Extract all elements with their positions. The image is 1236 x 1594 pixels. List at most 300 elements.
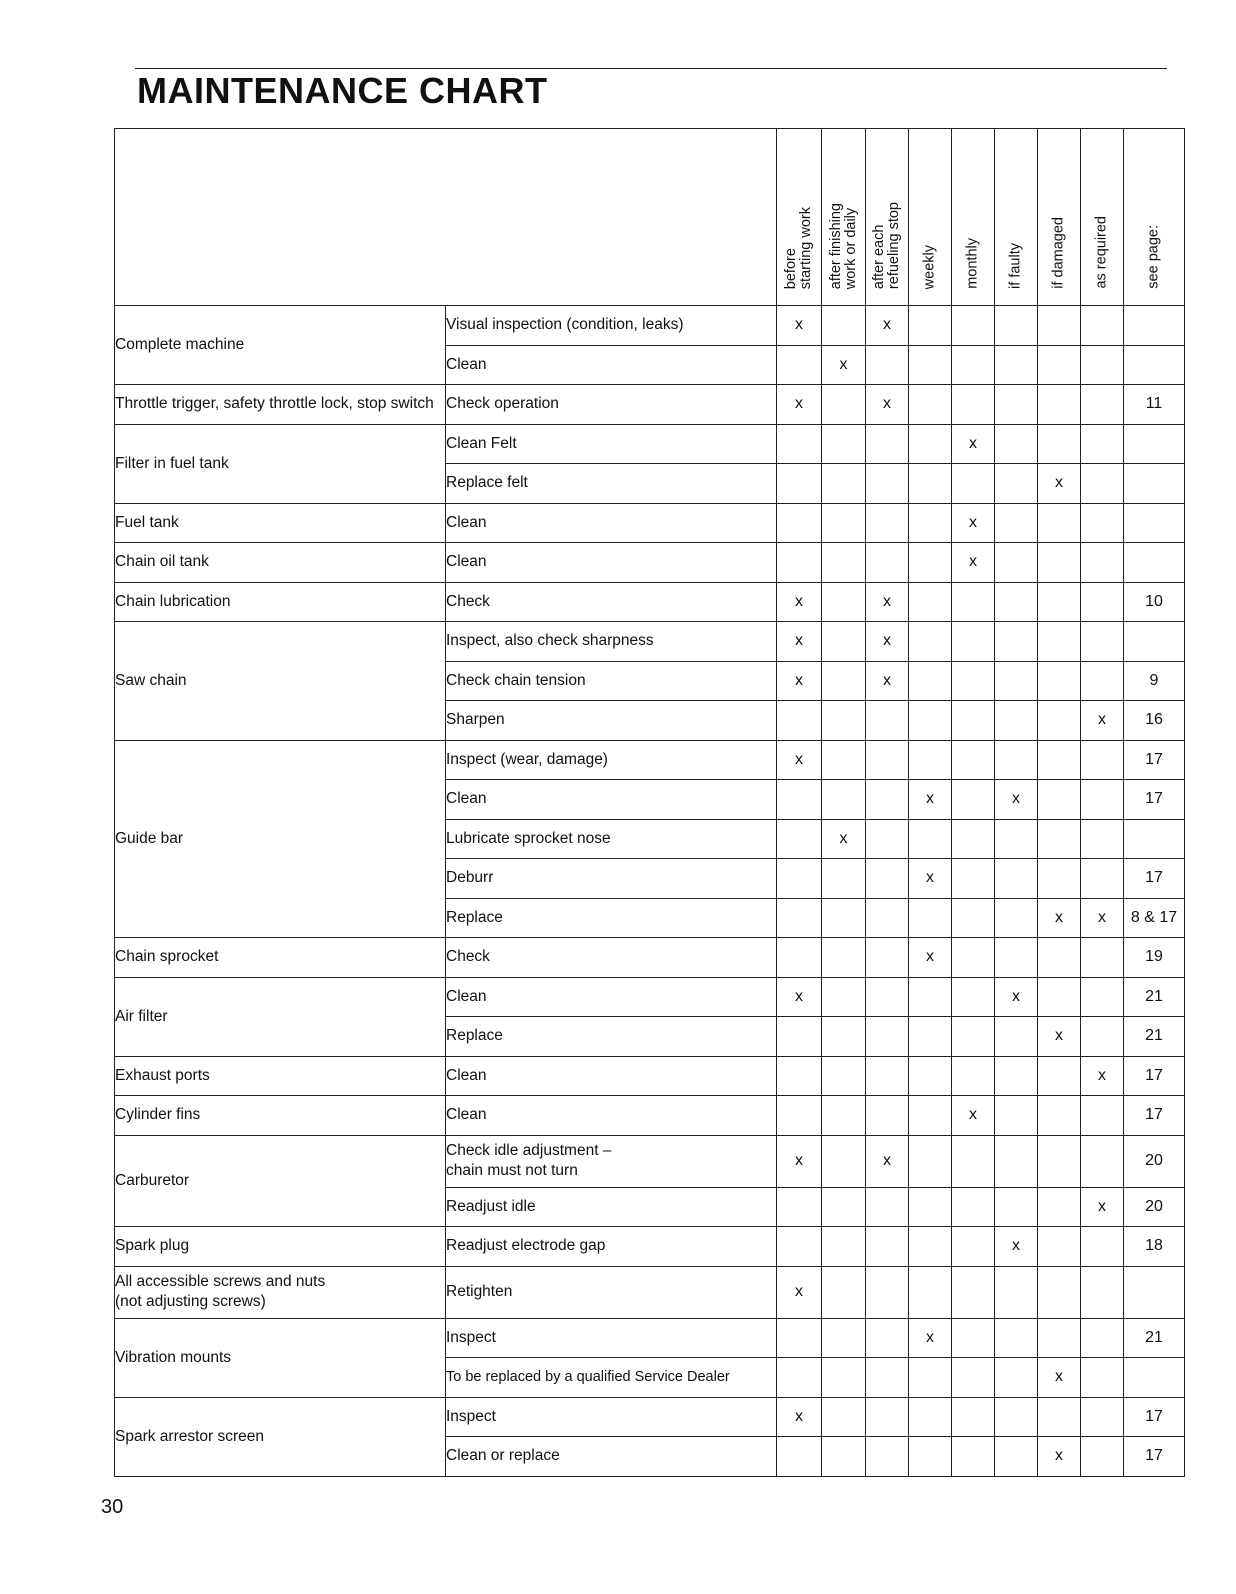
interval-mark-cell <box>777 1017 822 1057</box>
interval-mark-cell <box>1038 701 1081 741</box>
interval-mark-cell <box>995 385 1038 425</box>
interval-mark-cell <box>995 503 1038 543</box>
component-cell: Chain lubrication <box>115 582 446 622</box>
table-row <box>115 385 1185 425</box>
interval-mark-cell <box>1081 938 1124 978</box>
interval-mark-cell <box>995 1266 1038 1318</box>
action-cell: Clean Felt <box>446 424 777 464</box>
interval-mark-cell <box>1038 1227 1081 1267</box>
interval-mark-cell <box>822 503 866 543</box>
component-cell: Chain sprocket <box>115 938 446 978</box>
see-page-cell: 21 <box>1124 1318 1185 1358</box>
see-page-cell: 17 <box>1124 780 1185 820</box>
interval-mark-cell: x <box>909 859 952 899</box>
component-cell: Throttle trigger, safety throttle lock, stop switch <box>115 385 446 425</box>
interval-mark-cell <box>777 1227 822 1267</box>
component-cell: Fuel tank <box>115 503 446 543</box>
interval-mark-cell <box>909 701 952 741</box>
action-cell: Clean or replace <box>446 1437 777 1477</box>
interval-mark-cell <box>1038 859 1081 899</box>
interval-mark-cell <box>1081 464 1124 504</box>
see-page-cell: 20 <box>1124 1187 1185 1227</box>
interval-mark-cell <box>1038 740 1081 780</box>
interval-mark-cell <box>995 661 1038 701</box>
interval-mark-cell: x <box>777 661 822 701</box>
interval-mark-cell <box>866 898 909 938</box>
column-header-label: after finishing work or daily <box>827 202 859 289</box>
see-page-cell <box>1124 819 1185 859</box>
interval-mark-cell: x <box>1081 898 1124 938</box>
interval-mark-cell <box>995 1397 1038 1437</box>
interval-mark-cell <box>866 977 909 1017</box>
see-page-cell <box>1124 464 1185 504</box>
column-header <box>952 129 995 306</box>
interval-mark-cell <box>822 582 866 622</box>
interval-mark-cell <box>995 701 1038 741</box>
interval-mark-cell: x <box>1081 701 1124 741</box>
interval-mark-cell <box>777 1056 822 1096</box>
interval-mark-cell <box>1038 661 1081 701</box>
interval-mark-cell <box>777 1318 822 1358</box>
interval-mark-cell <box>995 819 1038 859</box>
action-cell: Clean <box>446 543 777 583</box>
interval-mark-cell <box>995 622 1038 662</box>
interval-mark-cell: x <box>777 1266 822 1318</box>
interval-mark-cell <box>822 977 866 1017</box>
table-row <box>115 740 1185 780</box>
see-page-cell <box>1124 345 1185 385</box>
interval-mark-cell <box>952 898 995 938</box>
interval-mark-cell <box>952 661 995 701</box>
interval-mark-cell <box>1081 859 1124 899</box>
interval-mark-cell <box>777 701 822 741</box>
interval-mark-cell <box>952 1266 995 1318</box>
interval-mark-cell <box>1038 503 1081 543</box>
see-page-cell: 17 <box>1124 859 1185 899</box>
component-cell: Air filter <box>115 977 446 1056</box>
interval-mark-cell: x <box>1081 1187 1124 1227</box>
interval-mark-cell <box>1081 503 1124 543</box>
table-row <box>115 1318 1185 1358</box>
interval-mark-cell <box>952 1358 995 1398</box>
interval-mark-cell <box>1081 1397 1124 1437</box>
column-header <box>1038 129 1081 306</box>
interval-mark-cell <box>777 898 822 938</box>
interval-mark-cell <box>822 1358 866 1398</box>
interval-mark-cell <box>777 859 822 899</box>
interval-mark-cell <box>952 819 995 859</box>
see-page-cell: 8 & 17 <box>1124 898 1185 938</box>
table-row <box>115 622 1185 662</box>
interval-mark-cell: x <box>777 1135 822 1187</box>
interval-mark-cell <box>866 859 909 899</box>
interval-mark-cell <box>952 582 995 622</box>
interval-mark-cell <box>822 622 866 662</box>
see-page-cell: 21 <box>1124 1017 1185 1057</box>
component-cell: Saw chain <box>115 622 446 741</box>
table-row <box>115 1056 1185 1096</box>
interval-mark-cell: x <box>995 977 1038 1017</box>
interval-mark-cell <box>822 385 866 425</box>
interval-mark-cell <box>952 977 995 1017</box>
component-cell: Cylinder fins <box>115 1096 446 1136</box>
interval-mark-cell <box>1038 1096 1081 1136</box>
action-cell: Clean <box>446 977 777 1017</box>
column-header <box>995 129 1038 306</box>
interval-mark-cell <box>995 464 1038 504</box>
interval-mark-cell: x <box>777 740 822 780</box>
interval-mark-cell <box>777 1358 822 1398</box>
interval-mark-cell <box>777 345 822 385</box>
interval-mark-cell <box>822 464 866 504</box>
interval-mark-cell <box>952 859 995 899</box>
interval-mark-cell <box>777 938 822 978</box>
interval-mark-cell <box>909 543 952 583</box>
interval-mark-cell <box>952 938 995 978</box>
interval-mark-cell <box>995 1096 1038 1136</box>
interval-mark-cell: x <box>866 385 909 425</box>
interval-mark-cell: x <box>1038 1437 1081 1477</box>
interval-mark-cell <box>995 938 1038 978</box>
table-row <box>115 543 1185 583</box>
interval-mark-cell <box>1081 1437 1124 1477</box>
table-row <box>115 503 1185 543</box>
interval-mark-cell <box>995 424 1038 464</box>
interval-mark-cell <box>777 819 822 859</box>
interval-mark-cell <box>1081 345 1124 385</box>
interval-mark-cell: x <box>995 780 1038 820</box>
interval-mark-cell <box>1038 306 1081 346</box>
table-row <box>115 424 1185 464</box>
interval-mark-cell <box>1081 622 1124 662</box>
interval-mark-cell <box>952 1437 995 1477</box>
column-header <box>1124 129 1185 306</box>
see-page-cell: 17 <box>1124 1437 1185 1477</box>
column-header-label: see page: <box>1145 225 1162 289</box>
see-page-cell <box>1124 1358 1185 1398</box>
interval-mark-cell <box>952 622 995 662</box>
component-cell: Chain oil tank <box>115 543 446 583</box>
table-row <box>115 1227 1185 1267</box>
interval-mark-cell <box>777 1437 822 1477</box>
interval-mark-cell <box>866 1358 909 1398</box>
interval-mark-cell: x <box>777 385 822 425</box>
interval-mark-cell: x <box>822 819 866 859</box>
interval-mark-cell <box>866 1318 909 1358</box>
interval-mark-cell <box>866 1397 909 1437</box>
column-header <box>909 129 952 306</box>
interval-mark-cell <box>952 1227 995 1267</box>
action-cell: Replace <box>446 1017 777 1057</box>
interval-mark-cell: x <box>866 306 909 346</box>
interval-mark-cell <box>1038 1187 1081 1227</box>
see-page-cell: 17 <box>1124 740 1185 780</box>
interval-mark-cell <box>1038 1266 1081 1318</box>
interval-mark-cell <box>952 740 995 780</box>
interval-mark-cell <box>1081 819 1124 859</box>
interval-mark-cell <box>1081 740 1124 780</box>
table-row <box>115 1266 1185 1318</box>
interval-mark-cell <box>1081 424 1124 464</box>
action-cell: To be replaced by a qualified Service Dealer <box>446 1358 777 1398</box>
interval-mark-cell <box>1081 1096 1124 1136</box>
interval-mark-cell: x <box>952 503 995 543</box>
interval-mark-cell <box>909 740 952 780</box>
interval-mark-cell <box>909 1096 952 1136</box>
interval-mark-cell <box>1081 1135 1124 1187</box>
interval-mark-cell <box>952 306 995 346</box>
interval-mark-cell <box>995 740 1038 780</box>
action-cell: Replace <box>446 898 777 938</box>
interval-mark-cell <box>1038 622 1081 662</box>
see-page-cell: 16 <box>1124 701 1185 741</box>
interval-mark-cell: x <box>777 622 822 662</box>
interval-mark-cell <box>822 1056 866 1096</box>
interval-mark-cell <box>866 1437 909 1477</box>
component-cell: Vibration mounts <box>115 1318 446 1397</box>
interval-mark-cell <box>909 1017 952 1057</box>
interval-mark-cell <box>866 740 909 780</box>
interval-mark-cell <box>866 503 909 543</box>
interval-mark-cell <box>995 1135 1038 1187</box>
interval-mark-cell <box>1038 1397 1081 1437</box>
interval-mark-cell <box>952 385 995 425</box>
interval-mark-cell <box>822 859 866 899</box>
interval-mark-cell <box>909 1135 952 1187</box>
column-header <box>1081 129 1124 306</box>
interval-mark-cell <box>1081 1227 1124 1267</box>
interval-mark-cell <box>866 1227 909 1267</box>
interval-mark-cell <box>995 345 1038 385</box>
interval-mark-cell: x <box>1038 898 1081 938</box>
interval-mark-cell: x <box>866 622 909 662</box>
interval-mark-cell <box>909 661 952 701</box>
interval-mark-cell <box>777 503 822 543</box>
interval-mark-cell: x <box>952 543 995 583</box>
interval-mark-cell <box>952 701 995 741</box>
interval-mark-cell <box>1038 582 1081 622</box>
interval-mark-cell <box>909 1266 952 1318</box>
component-cell: Carburetor <box>115 1135 446 1227</box>
action-cell: Readjust idle <box>446 1187 777 1227</box>
interval-mark-cell <box>909 582 952 622</box>
interval-mark-cell <box>822 780 866 820</box>
interval-mark-cell <box>822 898 866 938</box>
interval-mark-cell <box>1081 385 1124 425</box>
interval-mark-cell <box>909 1227 952 1267</box>
column-header-label: as required <box>1093 216 1110 289</box>
interval-mark-cell <box>952 1017 995 1057</box>
interval-mark-cell <box>822 1227 866 1267</box>
table-row <box>115 1397 1185 1437</box>
action-cell: Readjust electrode gap <box>446 1227 777 1267</box>
see-page-cell: 17 <box>1124 1056 1185 1096</box>
interval-mark-cell <box>1081 1266 1124 1318</box>
action-cell: Clean <box>446 1096 777 1136</box>
interval-mark-cell: x <box>866 582 909 622</box>
action-cell: Sharpen <box>446 701 777 741</box>
column-header-label: after each refueling stop <box>871 201 902 289</box>
interval-mark-cell <box>866 780 909 820</box>
action-cell: Clean <box>446 503 777 543</box>
action-cell: Clean <box>446 1056 777 1096</box>
interval-mark-cell <box>995 1437 1038 1477</box>
interval-mark-cell <box>952 1056 995 1096</box>
interval-mark-cell <box>995 1017 1038 1057</box>
interval-mark-cell <box>866 938 909 978</box>
component-cell: Filter in fuel tank <box>115 424 446 503</box>
header-row <box>115 129 1185 306</box>
see-page-cell <box>1124 622 1185 662</box>
interval-mark-cell: x <box>777 582 822 622</box>
action-cell: Visual inspection (condition, leaks) <box>446 306 777 346</box>
interval-mark-cell <box>909 1437 952 1477</box>
interval-mark-cell <box>1081 780 1124 820</box>
interval-mark-cell <box>995 898 1038 938</box>
interval-mark-cell <box>909 622 952 662</box>
see-page-cell <box>1124 543 1185 583</box>
see-page-cell: 17 <box>1124 1096 1185 1136</box>
interval-mark-cell <box>952 1318 995 1358</box>
action-cell: Inspect (wear, damage) <box>446 740 777 780</box>
interval-mark-cell <box>866 819 909 859</box>
interval-mark-cell <box>822 1266 866 1318</box>
interval-mark-cell <box>822 543 866 583</box>
action-cell: Check idle adjustment – chain must not turn <box>446 1135 777 1187</box>
interval-mark-cell <box>866 1017 909 1057</box>
interval-mark-cell <box>995 1056 1038 1096</box>
interval-mark-cell <box>995 1358 1038 1398</box>
interval-mark-cell: x <box>995 1227 1038 1267</box>
interval-mark-cell <box>1038 345 1081 385</box>
interval-mark-cell <box>822 1397 866 1437</box>
see-page-cell: 20 <box>1124 1135 1185 1187</box>
action-cell: Inspect <box>446 1397 777 1437</box>
interval-mark-cell <box>909 977 952 1017</box>
interval-mark-cell <box>866 1266 909 1318</box>
interval-mark-cell: x <box>909 1318 952 1358</box>
column-header-label: if faulty <box>1007 243 1024 289</box>
interval-mark-cell <box>909 464 952 504</box>
interval-mark-cell <box>777 543 822 583</box>
column-header <box>822 129 866 306</box>
interval-mark-cell <box>822 938 866 978</box>
interval-mark-cell <box>822 424 866 464</box>
column-header-label: before starting work <box>783 206 814 289</box>
component-cell: Spark plug <box>115 1227 446 1267</box>
interval-mark-cell <box>952 464 995 504</box>
component-cell: Guide bar <box>115 740 446 938</box>
interval-mark-cell <box>822 701 866 741</box>
interval-mark-cell <box>995 582 1038 622</box>
see-page-cell <box>1124 424 1185 464</box>
interval-mark-cell <box>1038 543 1081 583</box>
action-cell: Check <box>446 582 777 622</box>
column-header <box>866 129 909 306</box>
interval-mark-cell <box>952 1187 995 1227</box>
interval-mark-cell <box>866 1096 909 1136</box>
interval-mark-cell: x <box>777 1397 822 1437</box>
interval-mark-cell <box>1081 977 1124 1017</box>
interval-mark-cell <box>1038 1056 1081 1096</box>
column-header-label: weekly <box>921 244 938 289</box>
see-page-cell <box>1124 503 1185 543</box>
interval-mark-cell <box>777 464 822 504</box>
header-blank-cell <box>115 129 777 306</box>
action-cell: Inspect, also check sharpness <box>446 622 777 662</box>
column-header-label: monthly <box>964 238 981 289</box>
interval-mark-cell: x <box>909 780 952 820</box>
see-page-cell: 11 <box>1124 385 1185 425</box>
interval-mark-cell: x <box>952 1096 995 1136</box>
action-cell: Lubricate sprocket nose <box>446 819 777 859</box>
interval-mark-cell <box>1081 1017 1124 1057</box>
action-cell: Check chain tension <box>446 661 777 701</box>
page-title: MAINTENANCE CHART <box>137 70 548 111</box>
interval-mark-cell <box>952 1397 995 1437</box>
interval-mark-cell <box>909 385 952 425</box>
see-page-cell: 19 <box>1124 938 1185 978</box>
column-header <box>777 129 822 306</box>
component-cell: Exhaust ports <box>115 1056 446 1096</box>
interval-mark-cell: x <box>1081 1056 1124 1096</box>
interval-mark-cell <box>822 661 866 701</box>
interval-mark-cell <box>909 1358 952 1398</box>
interval-mark-cell <box>909 306 952 346</box>
interval-mark-cell <box>866 1187 909 1227</box>
action-cell: Clean <box>446 345 777 385</box>
interval-mark-cell <box>822 1437 866 1477</box>
table-row <box>115 306 1185 346</box>
maintenance-table <box>114 128 1185 1477</box>
action-cell: Retighten <box>446 1266 777 1318</box>
interval-mark-cell <box>822 740 866 780</box>
table-row <box>115 977 1185 1017</box>
interval-mark-cell: x <box>866 1135 909 1187</box>
interval-mark-cell <box>995 543 1038 583</box>
interval-mark-cell <box>952 780 995 820</box>
interval-mark-cell: x <box>866 661 909 701</box>
interval-mark-cell <box>822 1017 866 1057</box>
interval-mark-cell: x <box>1038 1358 1081 1398</box>
interval-mark-cell <box>1081 1318 1124 1358</box>
interval-mark-cell <box>909 1187 952 1227</box>
interval-mark-cell <box>952 1135 995 1187</box>
interval-mark-cell <box>866 464 909 504</box>
action-cell: Replace felt <box>446 464 777 504</box>
top-rule <box>135 68 1167 69</box>
interval-mark-cell <box>995 1318 1038 1358</box>
component-cell: Complete machine <box>115 306 446 385</box>
table-row <box>115 1096 1185 1136</box>
component-cell: All accessible screws and nuts (not adjusting screws) <box>115 1266 446 1318</box>
interval-mark-cell: x <box>777 306 822 346</box>
interval-mark-cell: x <box>909 938 952 978</box>
see-page-cell <box>1124 306 1185 346</box>
interval-mark-cell <box>777 424 822 464</box>
interval-mark-cell <box>1038 1318 1081 1358</box>
interval-mark-cell <box>1038 1135 1081 1187</box>
interval-mark-cell: x <box>952 424 995 464</box>
table-row <box>115 582 1185 622</box>
interval-mark-cell <box>866 345 909 385</box>
see-page-cell: 10 <box>1124 582 1185 622</box>
see-page-cell <box>1124 1266 1185 1318</box>
see-page-cell: 9 <box>1124 661 1185 701</box>
interval-mark-cell <box>866 424 909 464</box>
interval-mark-cell: x <box>777 977 822 1017</box>
action-cell: Inspect <box>446 1318 777 1358</box>
